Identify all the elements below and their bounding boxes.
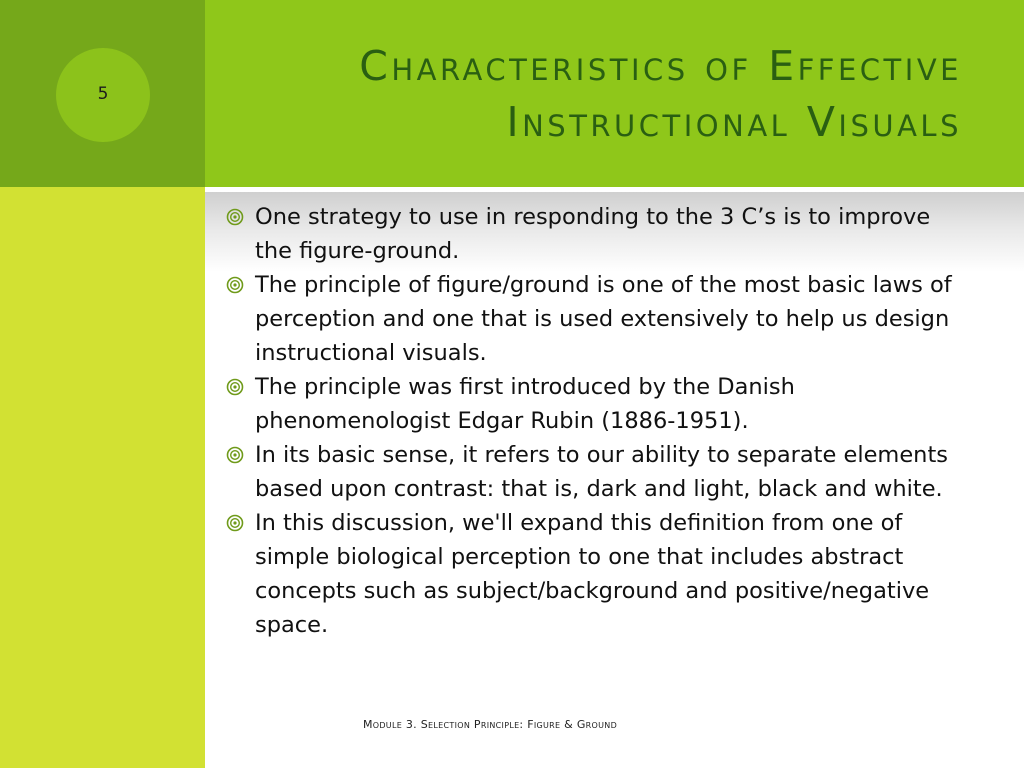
bullet-text: In this discussion, we'll expand this definition from one of simple biological perception to one that includes abstract concepts such as subject/background and positive/negative space. bbox=[255, 510, 930, 638]
title-band bbox=[205, 0, 1024, 187]
sidebar-top-panel bbox=[0, 0, 205, 187]
concentric-circle-bullet-icon bbox=[226, 446, 244, 464]
bullet-item bbox=[226, 370, 961, 438]
concentric-circle-bullet-icon bbox=[226, 514, 244, 532]
concentric-circle-bullet-icon bbox=[226, 208, 244, 226]
slide-title bbox=[262, 38, 962, 150]
sidebar-bottom-panel bbox=[0, 187, 205, 768]
concentric-circle-bullet-icon bbox=[226, 276, 244, 294]
bullet-text: The principle was first introduced by the Danish phenomenologist Edgar Rubin (1886-1951). bbox=[255, 374, 795, 434]
bullet-text: The principle of figure/ground is one of the most basic laws of perception and one that is used extensively to help us design instructional visuals. bbox=[255, 272, 952, 366]
bullet-list bbox=[226, 200, 961, 642]
bullet-item bbox=[226, 506, 961, 642]
bullet-text: One strategy to use in responding to the 3 C’s is to improve the figure-ground. bbox=[255, 204, 931, 264]
slide-title-line-2: Instructional Visuals bbox=[506, 98, 962, 146]
bullet-item bbox=[226, 268, 961, 370]
bullet-item bbox=[226, 438, 961, 506]
concentric-circle-bullet-icon bbox=[226, 378, 244, 396]
bullet-text: In its basic sense, it refers to our ability to separate elements based upon contrast: that is, dark and light, black and white. bbox=[255, 442, 948, 502]
slide-footer: Module 3. Selection Principle: Figure & Ground bbox=[362, 718, 618, 731]
slide-number: 5 bbox=[97, 84, 109, 104]
slide-title-line-1: Characteristics of Effective bbox=[359, 42, 962, 90]
bullet-item bbox=[226, 200, 961, 268]
